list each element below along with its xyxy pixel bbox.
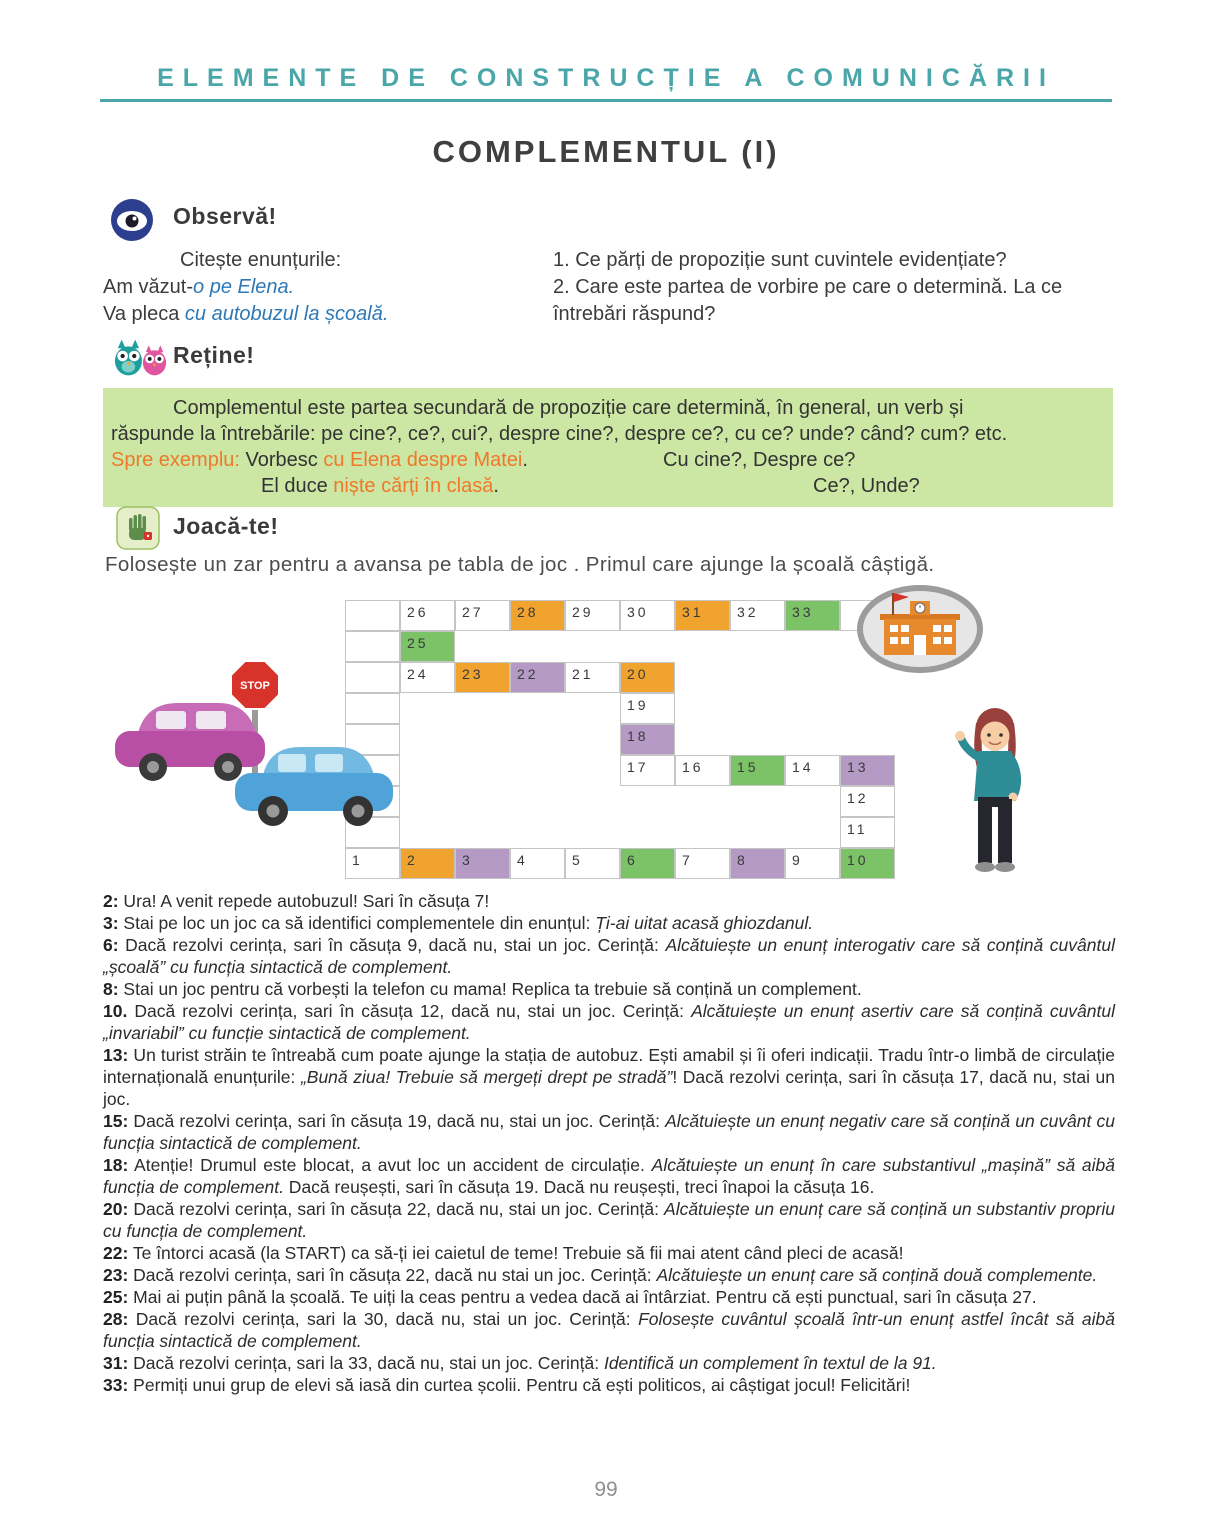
board-cell-22: 22 [510, 662, 565, 693]
game-instruction: 10. Dacă rezolvi cerința, sari în căsuța 12, dacă nu, stai un joc. Cerință: Alcătuiește un enunț asertiv care să conțină cuvântul „invariabil” cu funcție sintactică de complement. [103, 1001, 1116, 1043]
board-cell-21: 21 [565, 662, 620, 693]
observe-heading: Observă! [173, 203, 277, 229]
board-cell-17: 17 [620, 755, 675, 786]
instruction-number: 8: [103, 979, 119, 999]
game-instruction: 18: Atenție! Drumul este blocat, a avut loc un accident de circulație. Alcătuiește un enunț în care substantivul „mașină” să aibă funcția de complement. Dacă reușești, sari în căsuța 19. Dacă nu reușești, treci înapoi la căsuța 16. [103, 1155, 1115, 1197]
game-instruction: 2: Ura! A venit repede autobuzul! Sari în căsuța 7! [103, 891, 490, 911]
game-instruction: 8: Stai un joc pentru că vorbești la telefon cu mama! Replica ta trebuie să conțină un complement. [103, 979, 862, 999]
svg-text:STOP: STOP [240, 680, 270, 692]
example-sentence-2: El duce niște cărți în clasă. [261, 475, 499, 497]
board-cell-10: 10 [840, 848, 895, 879]
board-cell-4: 4 [510, 848, 565, 879]
board-cell-2: 2 [400, 848, 455, 879]
example-question-2: Ce?, Unde? [813, 475, 920, 497]
game-instruction: 15: Dacă rezolvi cerința, sari în căsuța 19, dacă nu, stai un joc. Cerință: Alcătuiește un enunț negativ care să conțină un cuvânt cu funcția sintactică de complement. [103, 1111, 1115, 1153]
instruction-number: 13: [103, 1045, 129, 1065]
instructions-list [103, 890, 1115, 1396]
stop-sign-icon [231, 661, 279, 709]
example-question-1: Cu cine?, Despre ce? [663, 449, 856, 471]
board-cell-11: 11 [840, 817, 895, 848]
play-intro: Folosește un zar pentru a avansa pe tabla de joc . Primul care ajunge la școală câștigă. [105, 553, 935, 576]
board-cell-7: 7 [675, 848, 730, 879]
board-cell-33: 33 [785, 600, 840, 631]
observe-question-1: 1. Ce părți de propoziție sunt cuvintele evidențiate? [553, 249, 1007, 271]
page-title: COMPLEMENTUL (I) [432, 134, 780, 169]
board-cell-14: 14 [785, 755, 840, 786]
example-sentence-1: Spre exemplu: Vorbesc cu Elena despre Matei. [111, 449, 528, 471]
observe-questions [553, 247, 1113, 328]
board-cell-1: 1 [345, 848, 400, 879]
definition-line-2: răspunde la întrebările: pe cine?, ce?, cui?, despre cine?, despre ce?, cu ce? unde? când? cum? etc. [111, 423, 1008, 445]
board-cell-32: 32 [730, 600, 785, 631]
school-medallion [856, 585, 984, 678]
board-cell-25: 25 [400, 631, 455, 662]
school-icon [856, 585, 984, 673]
board-cell-8: 8 [730, 848, 785, 879]
pink-car-icon [115, 703, 265, 781]
game-instruction: 25: Mai ai puțin până la școală. Te uiți la ceas pentru a vedea dacă ai întârziat. Pentru că ești punctual, sari în căsuța 27. [103, 1287, 1037, 1307]
board-cell-24: 24 [400, 662, 455, 693]
observe-sentence-1: Am văzut-o pe Elena. [103, 276, 295, 298]
board-cell-3: 3 [455, 848, 510, 879]
observe-sentence-2: Va pleca cu autobuzul la școală. [103, 303, 389, 325]
chapter-header: ELEMENTE DE CONSTRUCȚIE A COMUNICĂRII [157, 64, 1055, 92]
game-instruction: 3: Stai pe loc un joc ca să identifici complementele din enunțul: Ți-ai uitat acasă ghiozdanul. [103, 913, 814, 933]
game-instruction: 31: Dacă rezolvi cerința, sari la 33, dacă nu, stai un joc. Cerință: Identifică un complement în textul de la 91. [103, 1353, 937, 1373]
board-cell-6: 6 [620, 848, 675, 879]
hand-dice-icon [116, 506, 160, 555]
instruction-number: 25: [103, 1287, 129, 1307]
instruction-number: 22: [103, 1243, 129, 1263]
board-cell-5: 5 [565, 848, 620, 879]
game-instruction: 13: Un turist străin te întreabă cum poate ajunge la stația de autobuz. Ești amabil și îi oferi indicații. Tradu într-o limbă de circulație internațională enunțurile: „Bună ziua! Trebuie să mergeți drept pe stradă”! Dacă rezolvi cerința, sari în căsuța 17, dacă nu, stai un joc. [103, 1045, 1115, 1109]
example-line-2 [111, 473, 1103, 499]
game-instruction: 22: Te întorci acasă (la START) ca să-ți iei caietul de teme! Trebuie să fii mai atent când pleci de acasă! [103, 1243, 904, 1263]
game-board-grid [345, 600, 895, 879]
board-cell-15: 15 [730, 755, 785, 786]
board-cell-23: 23 [455, 662, 510, 693]
crash-scene [108, 655, 398, 845]
board-cell-12: 12 [840, 786, 895, 817]
board-cell-28: 28 [510, 600, 565, 631]
definition-box [103, 388, 1113, 507]
page-number: 99 [594, 1478, 618, 1501]
retine-heading: Reține! [173, 342, 255, 368]
board-cell-19: 19 [620, 693, 675, 724]
board-cell-29: 29 [565, 600, 620, 631]
instruction-number: 28: [103, 1309, 129, 1329]
board-cell-empty [345, 600, 400, 631]
instruction-number: 3: [103, 913, 119, 933]
observe-eye-icon [110, 198, 154, 247]
game-instruction: 28: Dacă rezolvi cerința, sari la 30, dacă nu, stai un joc. Cerință: Folosește cuvântul școală într-un enunț astfel încât să aibă funcția sintactică de complement. [103, 1309, 1115, 1351]
observe-sentences [103, 247, 553, 328]
board-cell-27: 27 [455, 600, 510, 631]
instruction-number: 15: [103, 1111, 129, 1131]
board-cell-13: 13 [840, 755, 895, 786]
board-cell-9: 9 [785, 848, 840, 879]
game-instruction: 23: Dacă rezolvi cerința, sari în căsuța 22, dacă nu stai un joc. Cerință: Alcătuiește un enunț care să conțină două complemente. [103, 1265, 1098, 1285]
observe-intro: Citește enunțurile: [180, 249, 342, 271]
board-cell-18: 18 [620, 724, 675, 755]
board-cell-31: 31 [675, 600, 730, 631]
board-cell-30: 30 [620, 600, 675, 631]
girl-illustration [945, 693, 1045, 883]
owls-icon [112, 336, 170, 383]
game-instruction: 20: Dacă rezolvi cerința, sari în căsuța 22, dacă nu, stai un joc. Cerință: Alcătuiește un enunț care să conțină un substantiv propriu cu funcția de complement. [103, 1199, 1115, 1241]
instruction-number: 2: [103, 891, 119, 911]
instruction-number: 31: [103, 1353, 129, 1373]
instruction-number: 20: [103, 1199, 129, 1219]
definition-line-1: Complementul este partea secundară de propoziție care determină, în general, un verb și [173, 397, 964, 419]
board-cell-26: 26 [400, 600, 455, 631]
board-cell-16: 16 [675, 755, 730, 786]
play-heading: Joacă-te! [173, 513, 279, 539]
observe-question-2: 2. Care este partea de vorbire pe care o determină. La ce întrebări răspund? [553, 276, 1063, 325]
instruction-number: 10. [103, 1001, 128, 1021]
header-underline [100, 99, 1112, 102]
game-instruction: 6: Dacă rezolvi cerința, sari în căsuța 9, dacă nu, stai un joc. Cerință: Alcătuiește un enunț interogativ care să conțină cuvântul „școală” cu funcția sintactică de complement. [103, 935, 1115, 977]
instruction-number: 33: [103, 1375, 129, 1395]
instruction-number: 6: [103, 935, 119, 955]
game-instruction: 33: Permiți unui grup de elevi să iasă din curtea școlii. Pentru că ești politicos, ai câștigat jocul! Felicitări! [103, 1375, 911, 1395]
example-line-1 [111, 447, 1103, 473]
board-cell-20: 20 [620, 662, 675, 693]
instruction-number: 23: [103, 1265, 129, 1285]
instruction-number: 18: [103, 1155, 129, 1175]
